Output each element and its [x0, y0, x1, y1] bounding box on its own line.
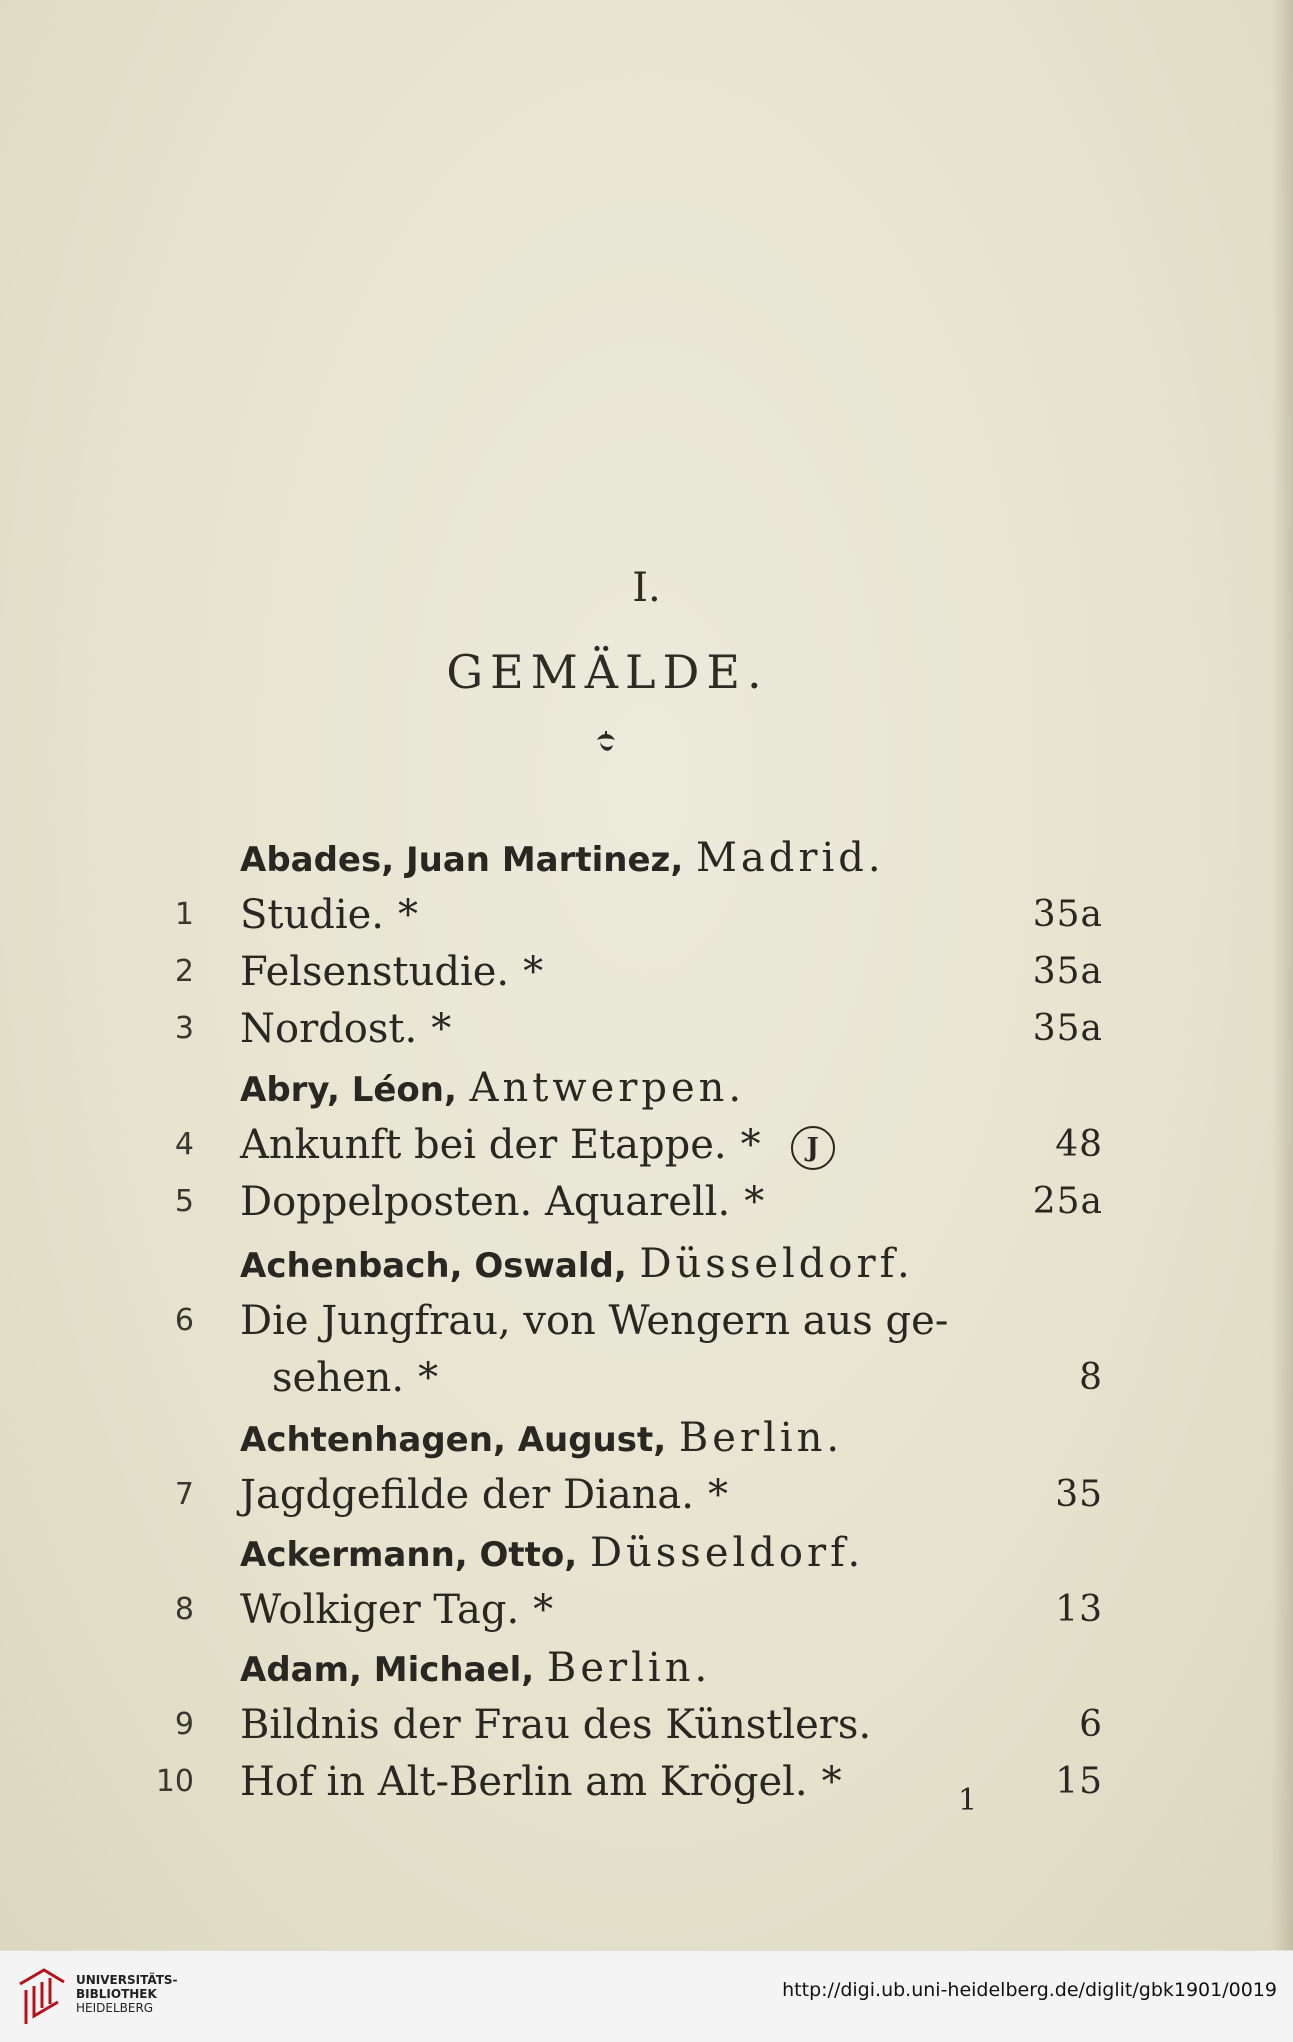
artist-heading: Adam, Michael, Berlin.: [240, 1645, 712, 1691]
entry-price: 8: [1079, 1357, 1103, 1398]
asterisk-mark: *: [707, 1472, 728, 1518]
entry-number: 10: [155, 1764, 194, 1799]
catalog-entry: [0, 1697, 1293, 1753]
entry-price: 35: [1055, 1474, 1103, 1515]
footer-bar: [0, 1950, 1293, 2042]
entry-number: 6: [174, 1303, 194, 1338]
artist-heading: Ackermann, Otto, Düsseldorf.: [240, 1530, 865, 1576]
entry-title: Die Jungfrau, von Wengern aus ge-: [240, 1298, 949, 1344]
artist-heading: Abades, Juan Martinez, Madrid.: [240, 835, 885, 881]
catalog-entry: [0, 1754, 1293, 1810]
entry-title: Felsenstudie. *: [240, 949, 544, 995]
section-title: GEMÄLDE.: [446, 645, 769, 699]
leaf-ornament-icon: [591, 728, 621, 758]
asterisk-mark: *: [398, 892, 419, 938]
artist-heading: Achtenhagen, August, Berlin.: [240, 1415, 844, 1461]
entry-price: 6: [1079, 1704, 1103, 1745]
page-number: 1: [958, 1783, 978, 1818]
entry-title: Wolkiger Tag. *: [240, 1587, 554, 1633]
artist-heading: Abry, Léon, Antwerpen.: [240, 1065, 746, 1111]
entry-price: 25a: [1032, 1181, 1103, 1222]
catalog-entry: [0, 1467, 1293, 1523]
catalog-entry: [0, 1001, 1293, 1057]
entry-title: Ankunft bei der Etappe. * J: [240, 1117, 835, 1173]
entry-title: Nordost. *: [240, 1006, 452, 1052]
asterisk-mark: *: [821, 1759, 842, 1805]
entry-title-continued: sehen. *: [272, 1355, 439, 1401]
entry-price: 13: [1055, 1589, 1103, 1630]
catalog-entry: [0, 944, 1293, 1000]
j-badge-icon: J: [791, 1126, 835, 1170]
catalog-entry-continuation: [0, 1350, 1293, 1406]
entry-price: 35a: [1032, 951, 1103, 992]
artist-heading: Achenbach, Oswald, Düsseldorf.: [240, 1241, 914, 1287]
catalog-entry: [0, 1174, 1293, 1230]
entry-number: 8: [174, 1592, 194, 1627]
catalog-entry: [0, 887, 1293, 943]
asterisk-mark: *: [533, 1587, 554, 1633]
entry-number: 7: [174, 1477, 194, 1512]
entry-title: Hof in Alt-Berlin am Krögel. *: [240, 1759, 842, 1805]
entry-number: 5: [174, 1184, 194, 1219]
section-number: I.: [632, 565, 661, 611]
catalog-entry: [0, 1582, 1293, 1638]
asterisk-mark: *: [523, 949, 544, 995]
entry-title: Jagdgefilde der Diana. *: [240, 1472, 728, 1518]
entry-title: Bildnis der Frau des Künstlers.: [240, 1702, 872, 1748]
source-url[interactable]: http://digi.ub.uni-heidelberg.de/diglit/gbk1901/0019: [782, 1979, 1277, 2001]
library-name: UNIVERSITÄTS- BIBLIOTHEK HEIDELBERG: [76, 1973, 178, 2015]
library-logo-icon: [14, 1964, 68, 2028]
asterisk-mark: *: [431, 1006, 452, 1052]
catalog-entry: [0, 1293, 1293, 1349]
entry-title: Doppelposten. Aquarell. *: [240, 1179, 765, 1225]
asterisk-mark: *: [744, 1179, 765, 1225]
entry-price: 15: [1055, 1761, 1103, 1802]
asterisk-mark: *: [740, 1122, 761, 1168]
entry-number: 1: [174, 897, 194, 932]
entry-price: 35a: [1032, 894, 1103, 935]
entry-price: 35a: [1032, 1008, 1103, 1049]
entry-number: 9: [174, 1707, 194, 1742]
entry-number: 3: [174, 1011, 194, 1046]
entry-number: 4: [174, 1127, 194, 1162]
entry-price: 48: [1055, 1124, 1103, 1165]
entry-number: 2: [174, 954, 194, 989]
asterisk-mark: *: [418, 1355, 439, 1401]
catalog-entry: [0, 1117, 1293, 1173]
entry-title: Studie. *: [240, 892, 419, 938]
